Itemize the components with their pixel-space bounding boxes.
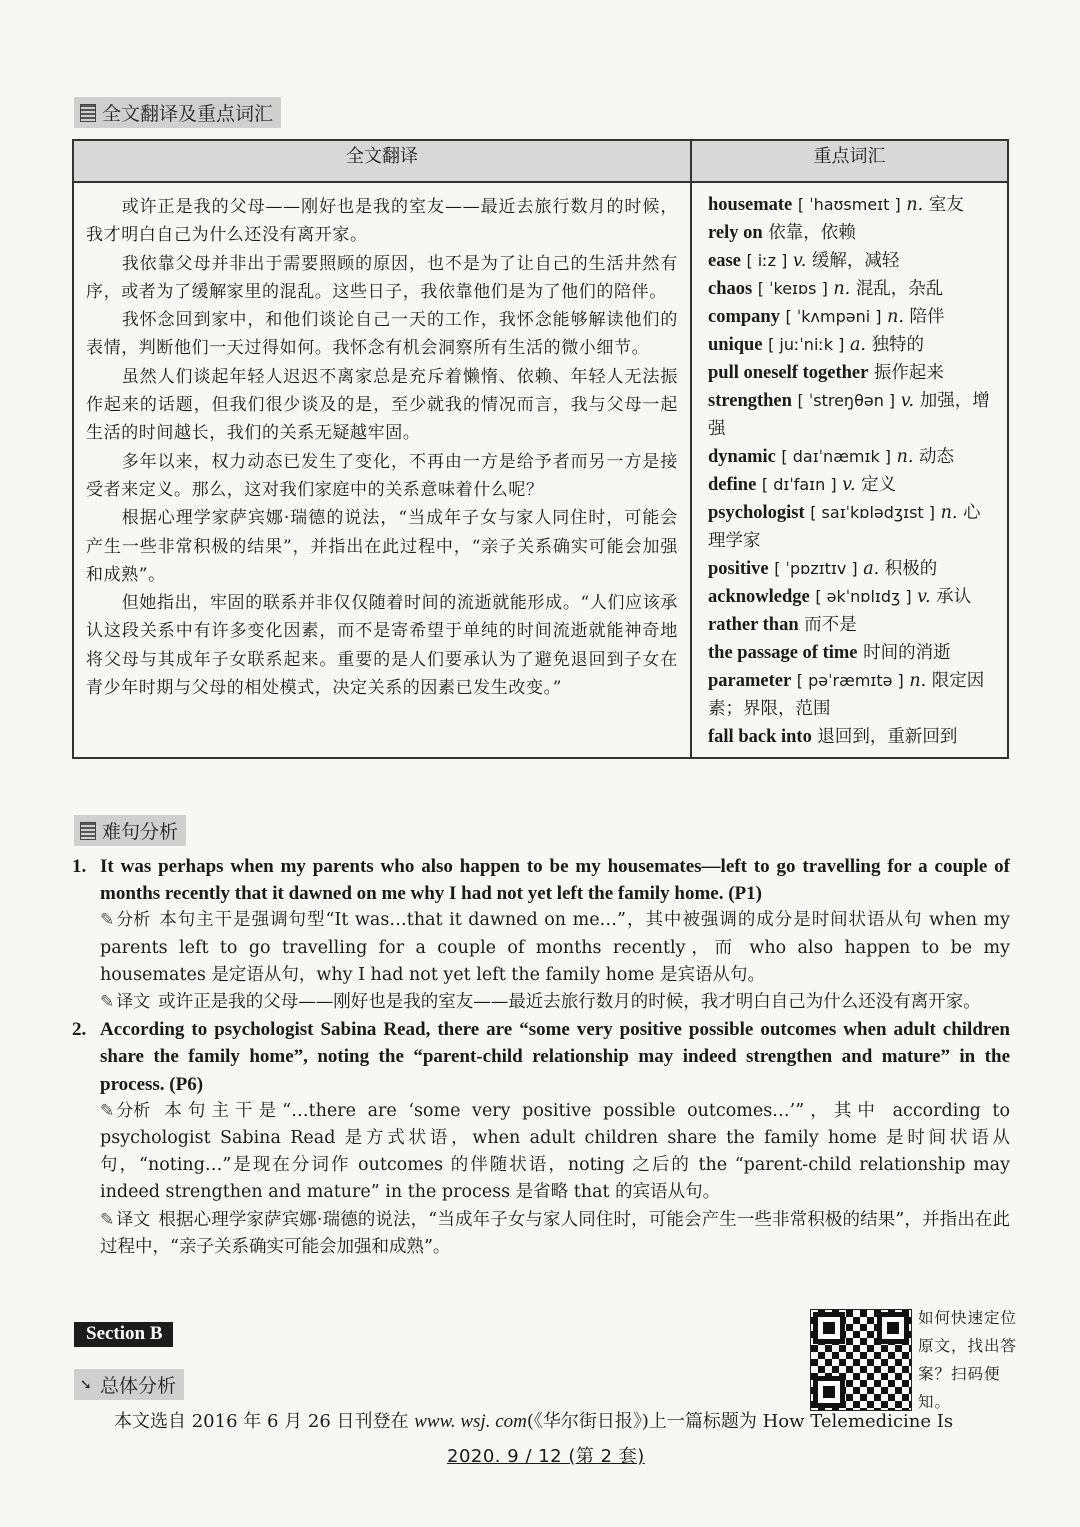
analysis-item bbox=[72, 853, 1010, 1016]
col-header-translation: 全文翻译 bbox=[73, 140, 691, 182]
vocab-word: define bbox=[708, 475, 757, 495]
translation-cell bbox=[73, 182, 691, 758]
vocab-word: dynamic bbox=[708, 447, 776, 467]
analysis-section bbox=[72, 853, 1010, 1261]
vocab-meaning: 积极的 bbox=[884, 559, 938, 579]
source-suffix: (《华尔街日报》)上一篇标题为 How Telemedicine Is bbox=[526, 1411, 954, 1432]
vocab-word: parameter bbox=[708, 671, 792, 691]
section-heading-translation bbox=[74, 97, 281, 128]
vocab-word: unique bbox=[708, 335, 763, 355]
translation-paragraph: 根据心理学家萨宾娜·瑞德的说法，“当成年子女与家人同住时，可能会产生一些非常积极的结果”，并指出在此过程中，“亲子关系确实可能会加强和成熟”。 bbox=[86, 508, 678, 585]
vocab-entry bbox=[708, 275, 997, 303]
vocab-pos: a. bbox=[849, 335, 866, 355]
vocab-word: chaos bbox=[708, 279, 753, 299]
vocab-word: rather than bbox=[708, 615, 799, 635]
pencil-icon: ✎ bbox=[100, 992, 115, 1013]
qr-caption: 如何快速定位原文，找出答案？扫码便知。 bbox=[918, 1309, 1018, 1411]
vocab-word: rely on bbox=[708, 223, 763, 243]
vocab-pos: n. bbox=[887, 307, 904, 327]
vocab-ipa: [ ˈstreŋθən ] bbox=[797, 391, 896, 410]
translation-vocab-table bbox=[72, 139, 1009, 759]
pencil-icon: ✎ bbox=[100, 910, 115, 931]
translation-label: 译文 bbox=[116, 1209, 151, 1230]
item-number: 1. bbox=[72, 856, 87, 877]
section-heading-text: 全文翻译及重点词汇 bbox=[102, 103, 274, 125]
vocab-entry bbox=[708, 387, 997, 443]
arrow-icon: ➘ bbox=[80, 1376, 92, 1393]
vocab-ipa: [ ˈkeɪɒs ] bbox=[757, 279, 828, 298]
list-icon bbox=[80, 822, 96, 840]
vocab-entry bbox=[708, 359, 997, 387]
vocab-entry bbox=[708, 303, 997, 331]
translation-paragraph: 虽然人们谈起年轻人迟迟不离家总是充斥着懒惰、依赖、年轻人无法振作起来的话题，但我们很少谈及的是，至少就我的情况而言，我与父母一起生活的时间越长，我们的关系无疑越牢固。 bbox=[86, 366, 678, 444]
vocab-word: housemate bbox=[708, 195, 793, 215]
vocab-cell bbox=[691, 182, 1008, 758]
vocab-entry bbox=[708, 331, 997, 359]
qr-corner bbox=[877, 1312, 909, 1344]
vocab-meaning: 心理学家 bbox=[708, 503, 981, 551]
vocab-word: the passage of time bbox=[708, 643, 858, 663]
source-prefix: 本文选自 2016 年 6 月 26 日刊登在 bbox=[114, 1411, 409, 1432]
english-sentence: It was perhaps when my parents who also happen to be my housemates—left to go travelling for a couple of months recently that it dawned on me why I had not yet left the family home. (P1) bbox=[100, 856, 1010, 905]
vocab-entry bbox=[708, 499, 997, 555]
vocab-meaning: 承认 bbox=[936, 587, 972, 607]
vocab-ipa: [ saɪˈkɒlədʒɪst ] bbox=[810, 503, 936, 522]
vocab-meaning: 陪伴 bbox=[909, 307, 945, 327]
page-footer: 2020. 9 / 12 (第 2 套) bbox=[447, 1446, 645, 1467]
vocab-meaning: 依靠，依赖 bbox=[768, 223, 856, 243]
vocab-pos: n. bbox=[940, 503, 958, 523]
source-url[interactable]: www. wsj. com bbox=[414, 1411, 527, 1432]
translation-tag bbox=[100, 1207, 150, 1234]
vocab-meaning: 而不是 bbox=[804, 615, 857, 635]
vocab-entry bbox=[708, 443, 997, 471]
vocab-entry bbox=[708, 247, 997, 275]
vocab-word: pull oneself together bbox=[708, 363, 869, 383]
vocab-entry bbox=[708, 639, 997, 667]
section-heading-overall bbox=[74, 1369, 184, 1400]
qr-corner bbox=[813, 1312, 845, 1344]
vocab-ipa: [ ˈkʌmpəni ] bbox=[785, 307, 882, 326]
section-heading-analysis bbox=[74, 815, 186, 846]
vocab-pos: v. bbox=[842, 475, 856, 495]
pencil-icon: ✎ bbox=[100, 1100, 115, 1121]
book-icon bbox=[80, 104, 96, 122]
vocab-entry bbox=[708, 219, 997, 247]
vocab-word: positive bbox=[708, 559, 769, 579]
analysis-block bbox=[100, 907, 1010, 989]
vocab-meaning: 退回到，重新回到 bbox=[817, 727, 958, 747]
analysis-item bbox=[72, 1016, 1010, 1261]
translation-paragraph: 多年以来，权力动态已发生了变化，不再由一方是给予者而另一方是接受者来定义。那么，这对我们家庭中的关系意味着什么呢？ bbox=[86, 451, 678, 500]
vocab-word: company bbox=[708, 307, 780, 327]
vocab-entry bbox=[708, 611, 997, 639]
vocab-ipa: [ iːz ] bbox=[746, 251, 788, 270]
translation-text: 根据心理学家萨宾娜·瑞德的说法，“当成年子女与家人同住时，可能会产生一些非常积极的结果”，并指出在此过程中，“亲子关系确实可能会加强和成熟”。 bbox=[100, 1209, 1010, 1257]
vocab-pos: n. bbox=[833, 279, 851, 299]
vocab-word: fall back into bbox=[708, 727, 812, 747]
vocab-meaning: 定义 bbox=[861, 475, 897, 495]
section-heading-text: 难句分析 bbox=[102, 821, 179, 843]
translation-paragraph: 我怀念回到家中，和他们谈论自己一天的工作，我怀念能够解读他们的表情，判断他们一天过得如何。我怀念有机会洞察所有生活的微小细节。 bbox=[86, 310, 678, 359]
vocab-list bbox=[708, 191, 997, 751]
analysis-tag bbox=[100, 1098, 150, 1125]
translation-tag bbox=[100, 989, 150, 1016]
vocab-ipa: [ dɪˈfaɪn ] bbox=[761, 475, 837, 494]
vocab-meaning: 时间的消逝 bbox=[863, 643, 951, 663]
vocab-word: acknowledge bbox=[708, 587, 810, 607]
vocab-pos: a. bbox=[863, 559, 880, 579]
translation-block bbox=[100, 1207, 1010, 1261]
analysis-tag bbox=[100, 907, 150, 934]
vocab-entry bbox=[708, 555, 997, 583]
analysis-text: 本句主干是强调句型“It was…that it dawned on me…”，其中被强调的成分是时间状语从句 when my parents left to go travelling for a couple of months recently，而 who also happen to be my housemates 是定语从句，why I had not yet left the family home 是宾语从句。 bbox=[100, 910, 1010, 985]
vocab-pos: n. bbox=[909, 671, 927, 691]
source-line bbox=[114, 1407, 953, 1433]
pencil-icon: ✎ bbox=[100, 1209, 115, 1230]
vocab-ipa: [ əkˈnɒlɪdʒ ] bbox=[815, 587, 912, 606]
translation-paragraph: 我依靠父母并非出于需要照顾的原因，也不是为了让自己的生活井然有序，或者为了缓解家里的混乱。这些日子，我依靠他们是为了他们的陪伴。 bbox=[86, 253, 678, 302]
vocab-meaning: 动态 bbox=[919, 447, 955, 467]
vocab-ipa: [ ˈhaʊsmeɪt ] bbox=[797, 195, 901, 214]
vocab-pos: v. bbox=[917, 587, 931, 607]
item-number: 2. bbox=[72, 1019, 87, 1041]
vocab-meaning: 独特的 bbox=[871, 335, 925, 355]
translation-paragraph: 但她指出，牢固的联系并非仅仅随着时间的流逝就能形成。“人们应该承认这段关系中有许多变化因素，而不是寄希望于单纯的时间流逝就能神奇地将父母与其成年子女联系起来。重要的是人们要承认为了避免退回到子女在青少年时期与父母的相处模式，决定关系的因素已发生改变。” bbox=[86, 593, 678, 699]
vocab-meaning: 混乱，杂乱 bbox=[855, 279, 944, 299]
vocab-word: strengthen bbox=[708, 391, 792, 411]
qr-corner bbox=[813, 1376, 845, 1408]
analysis-block bbox=[100, 1098, 1010, 1207]
analysis-text: 本句主干是“…there are ‘some very positive possible outcomes…’”，其中 according to psychologist Sabina Read 是方式状语，when adult children share the family home 是时间状语从句，“noting…”是现在分词作 outcomes 的伴随状语，noting 之后的 the “parent-child relationship may indeed strengthen and mature” in the process 是省略 that 的宾语从句。 bbox=[100, 1100, 1010, 1203]
translation-text: 或许正是我的父母——刚好也是我的室友——最近去旅行数月的时候，我才明白自己为什么还没有离开家。 bbox=[158, 992, 981, 1013]
vocab-pos: v. bbox=[900, 391, 915, 411]
vocab-meaning: 加强，增强 bbox=[708, 391, 990, 439]
vocab-ipa: [ pəˈræmɪtə ] bbox=[796, 671, 904, 690]
translation-paragraph: 或许正是我的父母——刚好也是我的室友——最近去旅行数月的时候，我才明白自己为什么还没有离开家。 bbox=[86, 197, 678, 246]
vocab-ipa: [ juːˈniːk ] bbox=[768, 335, 845, 354]
vocab-entry bbox=[708, 583, 997, 611]
vocab-meaning: 限定因素；界限，范围 bbox=[708, 671, 985, 719]
vocab-meaning: 室友 bbox=[928, 195, 964, 215]
vocab-meaning: 缓解，减轻 bbox=[811, 251, 900, 271]
vocab-ipa: [ daɪˈnæmɪk ] bbox=[781, 447, 892, 466]
vocab-word: psychologist bbox=[708, 503, 805, 523]
section-b-label: Section B bbox=[74, 1322, 173, 1347]
analysis-label: 分析 bbox=[116, 1100, 151, 1121]
section-heading-text: 总体分析 bbox=[100, 1375, 177, 1397]
english-sentence: According to psychologist Sabina Read, there are “some very positive possible outcomes when adult children share the family home”, noting the “parent-child relationship may indeed strengthen and mature” in the process. (P6) bbox=[100, 1019, 1010, 1095]
vocab-pos: n. bbox=[906, 195, 924, 215]
vocab-entry bbox=[708, 723, 997, 751]
vocab-entry bbox=[708, 471, 997, 499]
vocab-entry bbox=[708, 667, 997, 723]
translation-label: 译文 bbox=[116, 992, 151, 1013]
vocab-ipa: [ ˈpɒzɪtɪv ] bbox=[774, 559, 858, 578]
vocab-pos: n. bbox=[896, 447, 914, 467]
qr-code-icon[interactable] bbox=[810, 1309, 912, 1411]
translation-block bbox=[100, 989, 1010, 1016]
vocab-entry bbox=[708, 191, 997, 219]
vocab-meaning: 振作起来 bbox=[873, 363, 944, 383]
analysis-label: 分析 bbox=[116, 910, 151, 931]
vocab-word: ease bbox=[708, 251, 741, 271]
vocab-pos: v. bbox=[792, 251, 807, 271]
col-header-vocab: 重点词汇 bbox=[691, 140, 1008, 182]
